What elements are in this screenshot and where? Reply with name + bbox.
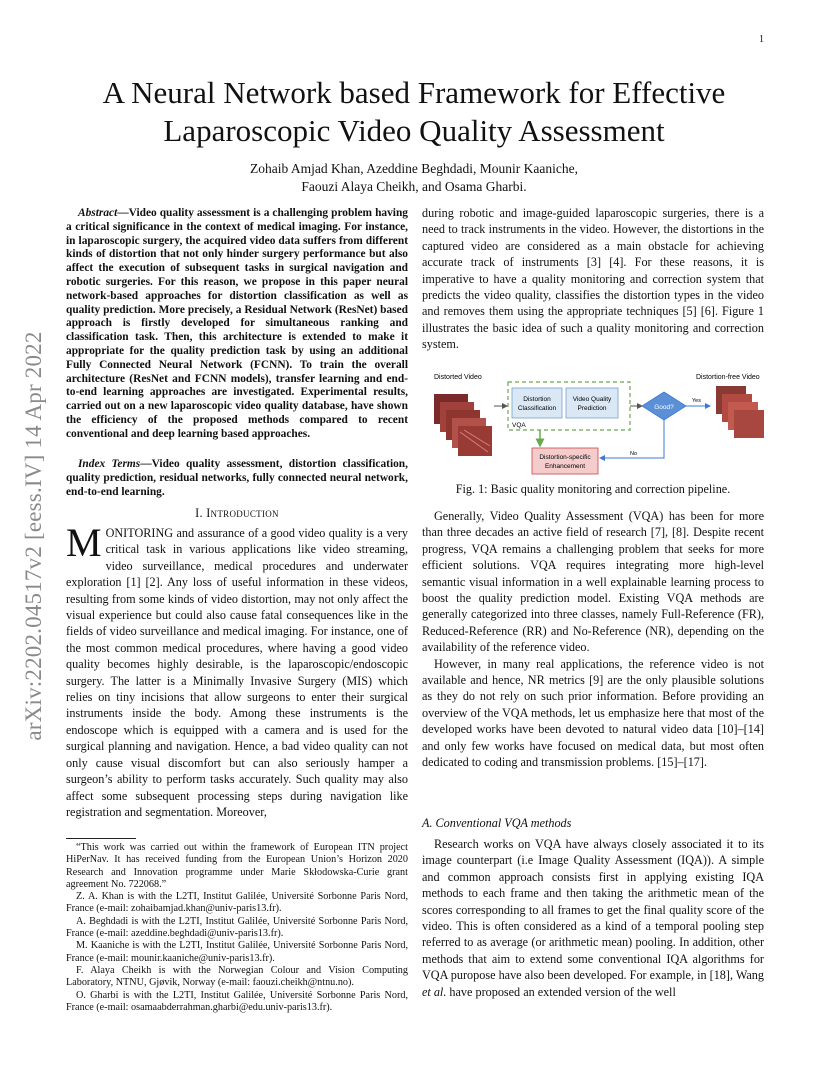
decision-label: Good? <box>654 404 674 411</box>
paragraph-conventional-vqa <box>422 836 764 1000</box>
footnote: A. Beghdadi is with the L2TI, Institut Galilée, Université Sorbonne Paris Nord, France (e-mail: azeddine.beghdadi@univ-paris13.fr). <box>66 915 408 940</box>
footnote-rule <box>66 838 136 839</box>
figure-pipeline-diagram <box>430 370 770 478</box>
et-al: et al. <box>422 984 447 999</box>
classification-line-1: Distortion <box>523 396 551 403</box>
abstract-body: —Video quality assessment is a challenging problem having a critical significance in the context of medical imaging. For instance, in laparoscopic surgery, the acquired video data suffers from different kinds of distortion that not only hinder surgery performance but also affect the execution of subsequent tasks in surgical navigation and robotic surgeries. For this reason, we propose in this paper neural network-based approaches for distortion classification as well as quality prediction. More precisely, a Residual Network (ResNet) based approach is firstly developed for simultaneous ranking and classification task. Then, this architecture is extended to make it appropriate for the quality prediction task by using an additional Fully Connected Neural Network (FCNN). To train the overall architecture (ResNet and FCNN models), transfer learning and end-to-end learning approaches are investigated. Experimental results, carried out on a new laparoscopic video quality database, have shown the efficiency of the proposed methods compared to recent conventional and deep learning based approaches. <box>66 207 408 440</box>
arxiv-id-text: arXiv:2202.04517v2 [eess.IV] 14 Apr 2022 <box>21 331 46 741</box>
distortion-free-video-label: Distortion-free Video <box>696 374 760 381</box>
authors-line-2: Faouzi Alaya Cheikh, and Osama Gharbi. <box>301 179 527 194</box>
footnote: Z. A. Khan is with the L2TI, Institut Galilée, Université Sorbonne Paris Nord, France (e-mail: zohaibamjad.khan@univ-paris13.fr). <box>66 891 408 915</box>
distorted-video-label: Distorted Video <box>434 374 482 381</box>
author-list <box>60 160 768 196</box>
footnote: O. Gharbi is with the L2TI, Institut Galilée, Université Sorbonne Paris Nord, France (e-mail: osamaabderrahman.gharbi@edu.univ-paris13.fr). <box>66 989 408 1013</box>
distortion-classification-box <box>512 388 562 418</box>
intro-body: and assurance of a good video quality is a very critical task in various applications like video streaming, video surveillance, medical procedures and underwater exploration [1] [2]. Any loss of useful information in these videos, resulting from some kinds of video distortion, may not only affect the visual experience but could also cause fatal consequences like in the fields of video surveillance and medical imaging. For instance, one of the most common medical procedures, where having a good video quality becomes highly desirable, is the laparoscopic/endoscopic surgery. The latter is a Minimally Invasive Surgery (MIS) which relies on tiny incisions that allow surgeons to enter their surgical instruments inside the body. Among these instruments is the endoscope which is equipped with a camera and is used for the surgical planning and navigation. Hence, a bad video quality can not only cause visual discomfort but can also seriously hamper a surgeon’s ability to perform tasks accurately. Such quality may also affect some subsequent processing steps during navigation like registration and segmentation. Moreover, <box>66 526 408 819</box>
title-line-2: Laparoscopic Video Quality Assessment <box>163 113 665 148</box>
right-paragraph-continued: during robotic and image-guided laparoscopic surgeries, there is a need to track instruments in the video. However, the distortions in the captured video are considered as a main obstacle for achieving accurate track of instruments [3] [4]. For these reasons, it is imperative to have a quality monitoring and correction system that predicts the video quality, classifies the distortion types in the video and removes them using the appropriate techniques [5] [6]. Figure 1 illustrates the basic idea of such a quality monitoring and correction system. <box>422 206 764 352</box>
conventional-text-b: have proposed an extended version of the well <box>446 984 676 999</box>
vqa-label: VQA <box>512 422 526 429</box>
right-column-top <box>422 205 764 353</box>
footnote: “This work was carried out within the framework of European ITN project HiPerNav. It has received funding from the European Union’s Horizon 2020 Research and Innovation programme under Marie Skłodowska-Curie grant agreement No. 722068.” <box>66 842 408 890</box>
yes-label: Yes <box>692 398 701 404</box>
paper-title <box>60 74 768 150</box>
figure-caption: Fig. 1: Basic quality monitoring and correction pipeline. <box>455 482 731 496</box>
page-number: 1 <box>759 34 764 45</box>
title-line-1: A Neural Network based Framework for Effective <box>102 75 726 110</box>
no-label: No <box>630 451 638 457</box>
footnote: M. Kaaniche is with the L2TI, Institut Galilée, Université Sorbonne Paris Nord, France (e-mail: mounir.kaaniche@univ-paris13.fr). <box>66 940 408 964</box>
paragraph-vqa-overview: Generally, Video Quality Assessment (VQA) has been for more than three decades an active field of research [7], [8]. Despite recent progress, VQA remains a challenging problem that seeks for more efficient solutions. VQA requires integrating more high-level semantic visual information in a well explainable learning process to boost the quality prediction model. Existing VQA methods are generally categorized into three classes, namely Full-Reference (FR), Reduced-Reference (RR) and No-Reference (NR), depending on the availability of the reference video. <box>422 509 764 655</box>
conventional-text-a: Research works on VQA have always closely associated it to its image counterpart (i.e Image Quality Assessment (IQA)). A simple and common approach consists first in applying existing IQA methods to each frame and then taking the arithmetic mean of the scores corresponding to all frames to get the final quality score of the video. This is often considered as a kind of a temporal pooling step referred to as average (or arithmetic mean) pooling. In addition, other methods that aim to extend some conventional IQA algorithms for VQA puropose have also been developed. For example, in [18], Wang <box>422 837 764 983</box>
index-terms-body: —Video quality assessment, distortion classification, quality prediction, residual networks, fully connected neural network, end-to-end learning. <box>66 458 408 498</box>
prediction-line-2: Prediction <box>577 405 607 412</box>
abstract-lead: Abstract <box>78 207 118 219</box>
intro-smallcaps: ONITORING <box>105 526 174 540</box>
clean-video-frames-icon <box>716 386 764 438</box>
footnotes <box>66 842 408 1014</box>
drop-cap: M <box>66 520 102 565</box>
abstract <box>66 207 408 442</box>
right-column-bottom <box>422 836 764 1000</box>
video-quality-prediction-box <box>566 388 618 418</box>
authors-line-1: Zohaib Amjad Khan, Azeddine Beghdadi, Mounir Kaaniche, <box>249 161 579 176</box>
right-column-middle <box>422 508 764 771</box>
enhancement-box <box>532 448 598 474</box>
paragraph-nr-metrics: However, in many real applications, the reference video is not available and hence, NR metrics [9] are the only plausible solutions as they do not rely on such prior information. Before providing an overview of the VQA methods, let us emphasize here that most of the developed works have been devoted to natural video data [10]–[14] and only few works have focused on medical data, but most often dedicated to coding and transmission problems. [15]–[17]. <box>422 656 764 770</box>
enhancement-line-2: Enhancement <box>544 463 586 470</box>
index-terms-lead: Index Terms <box>78 458 141 470</box>
prediction-line-1: Video Quality <box>572 396 612 403</box>
arxiv-identifier <box>20 286 48 786</box>
index-terms <box>66 458 408 499</box>
classification-line-2: Classification <box>517 405 557 412</box>
subsection-heading: A. Conventional VQA methods <box>422 816 572 830</box>
footnote: F. Alaya Cheikh is with the Norwegian Colour and Vision Computing Laboratory, NTNU, Gjøvik, Norway (e-mail: faouzi.cheikh@ntnu.no). <box>66 964 408 989</box>
distorted-video-frames-icon <box>434 394 492 456</box>
enhancement-line-1: Distortion-specific <box>539 454 591 461</box>
introduction-paragraph <box>66 520 408 820</box>
section-heading-introduction: I. Introduction <box>195 506 279 520</box>
